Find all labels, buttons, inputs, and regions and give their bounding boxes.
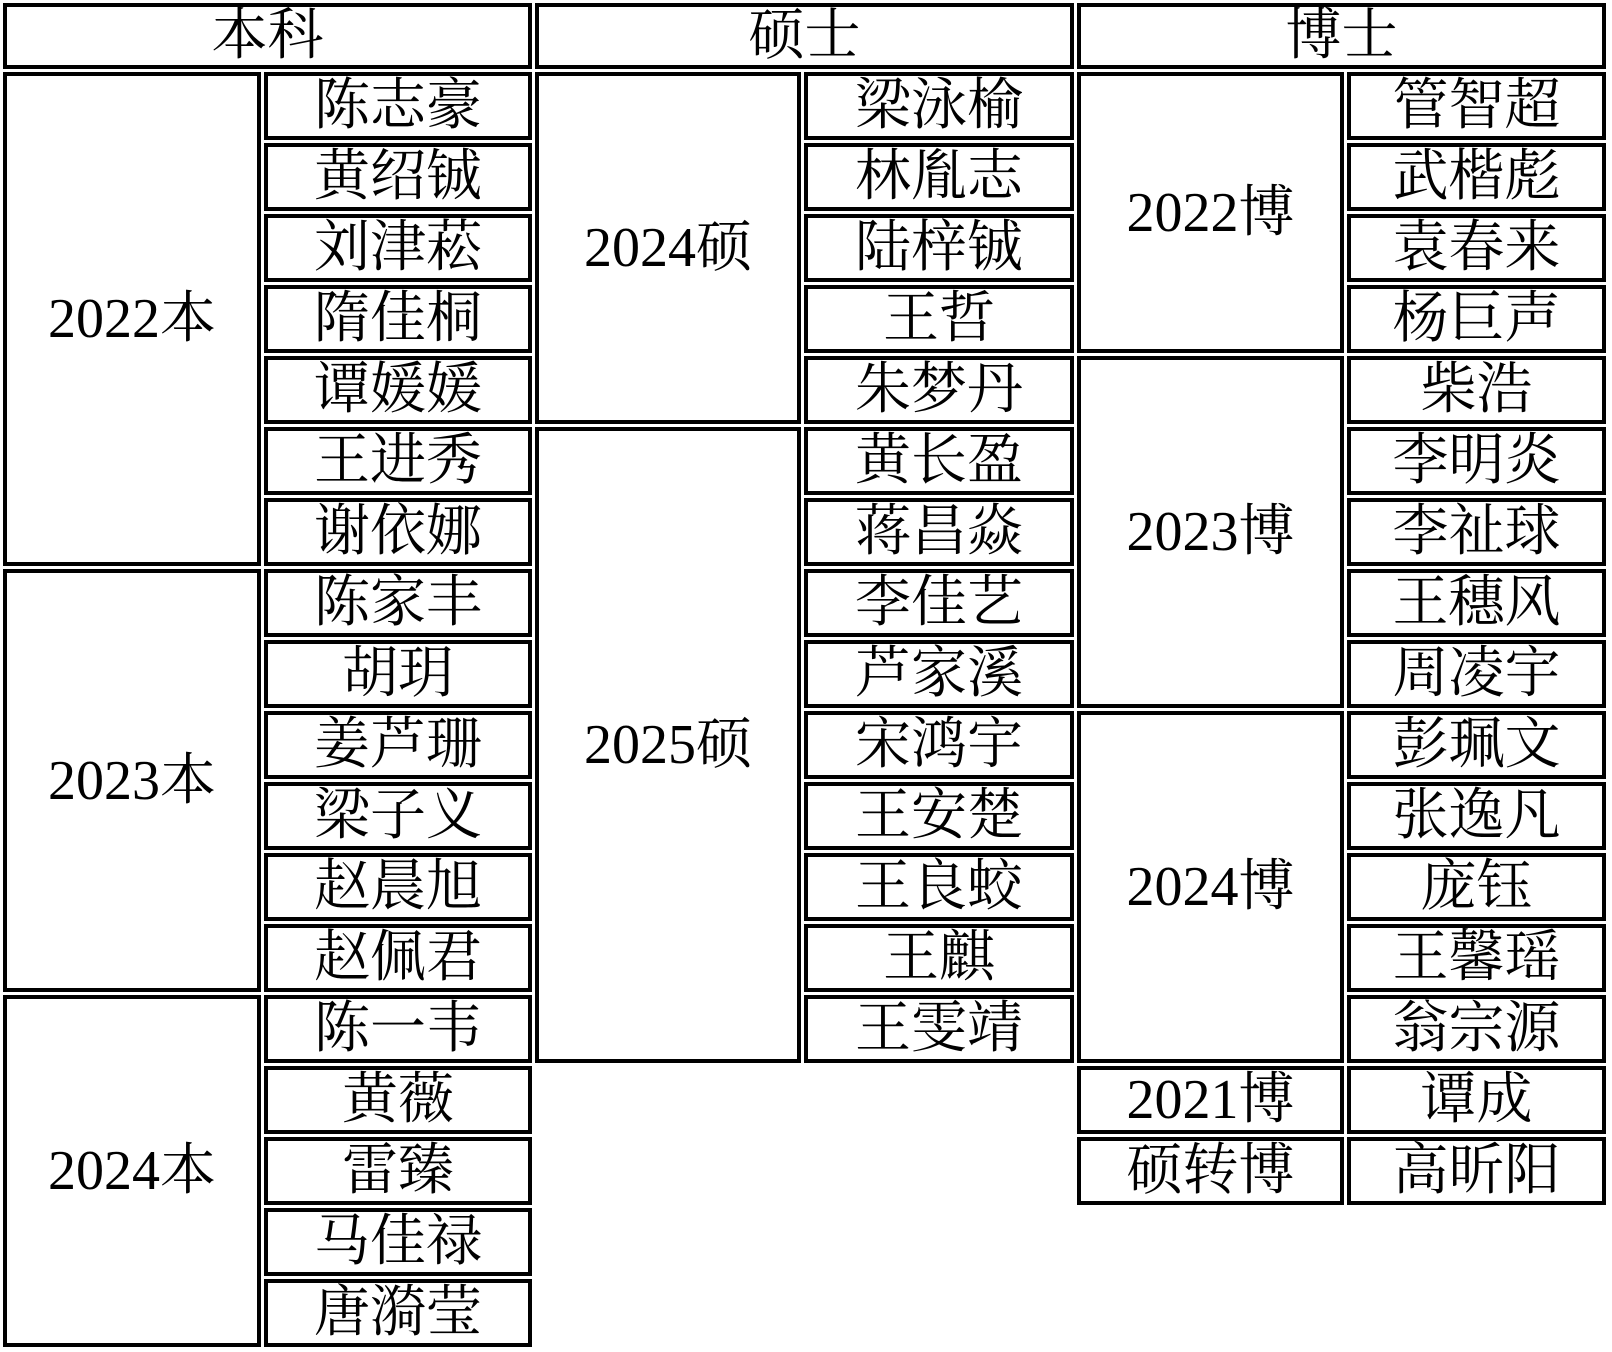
name-cell: 张逸凡 bbox=[1347, 782, 1606, 850]
name-cell: 芦家溪 bbox=[804, 640, 1074, 708]
name-cell: 王哲 bbox=[804, 285, 1074, 353]
name-cell: 王良蛟 bbox=[804, 853, 1074, 921]
header-master: 硕士 bbox=[535, 3, 1074, 69]
table-row bbox=[3, 569, 1606, 637]
name-cell: 黄薇 bbox=[264, 1066, 532, 1134]
name-cell: 王进秀 bbox=[264, 427, 532, 495]
name-cell: 王麒 bbox=[804, 924, 1074, 992]
name-cell: 王馨瑶 bbox=[1347, 924, 1606, 992]
name-cell: 柴浩 bbox=[1347, 356, 1606, 424]
name-cell: 李祉球 bbox=[1347, 498, 1606, 566]
name-cell: 陈家丰 bbox=[264, 569, 532, 637]
name-cell: 翁宗源 bbox=[1347, 995, 1606, 1063]
name-cell: 庞钰 bbox=[1347, 853, 1606, 921]
year-cell-2022phd: 2022博 bbox=[1077, 72, 1344, 353]
name-cell: 林胤志 bbox=[804, 143, 1074, 211]
name-cell: 王安楚 bbox=[804, 782, 1074, 850]
header-row bbox=[3, 3, 1606, 69]
name-cell: 高昕阳 bbox=[1347, 1137, 1606, 1205]
empty-region-master bbox=[535, 1066, 1074, 1347]
year-cell-2021phd: 2021博 bbox=[1077, 1066, 1344, 1134]
name-cell: 周凌宇 bbox=[1347, 640, 1606, 708]
name-cell: 陆梓铖 bbox=[804, 214, 1074, 282]
name-cell: 黄长盈 bbox=[804, 427, 1074, 495]
name-cell: 黄绍铖 bbox=[264, 143, 532, 211]
name-cell: 王穗风 bbox=[1347, 569, 1606, 637]
name-cell: 王雯靖 bbox=[804, 995, 1074, 1063]
year-cell-2022ug: 2022本 bbox=[3, 72, 261, 566]
name-cell: 管智超 bbox=[1347, 72, 1606, 140]
name-cell: 朱梦丹 bbox=[804, 356, 1074, 424]
name-cell: 谭媛媛 bbox=[264, 356, 532, 424]
name-cell: 谭成 bbox=[1347, 1066, 1606, 1134]
name-cell: 马佳禄 bbox=[264, 1208, 532, 1276]
empty-region-phd bbox=[1077, 1208, 1606, 1347]
name-cell: 李明炎 bbox=[1347, 427, 1606, 495]
year-cell-2023ug: 2023本 bbox=[3, 569, 261, 992]
table-row bbox=[3, 72, 1606, 140]
name-cell: 彭珮文 bbox=[1347, 711, 1606, 779]
name-cell: 赵晨旭 bbox=[264, 853, 532, 921]
name-cell: 武楷彪 bbox=[1347, 143, 1606, 211]
year-cell-2024ug: 2024本 bbox=[3, 995, 261, 1347]
name-cell: 隋佳桐 bbox=[264, 285, 532, 353]
name-cell: 陈一韦 bbox=[264, 995, 532, 1063]
name-cell: 姜芦珊 bbox=[264, 711, 532, 779]
name-cell: 蒋昌焱 bbox=[804, 498, 1074, 566]
table-row bbox=[3, 995, 1606, 1063]
name-cell: 雷臻 bbox=[264, 1137, 532, 1205]
year-cell-2025ms: 2025硕 bbox=[535, 427, 801, 1063]
name-cell: 宋鸿宇 bbox=[804, 711, 1074, 779]
name-cell: 唐漪莹 bbox=[264, 1279, 532, 1347]
name-cell: 李佳艺 bbox=[804, 569, 1074, 637]
name-cell: 刘津菘 bbox=[264, 214, 532, 282]
name-cell: 赵佩君 bbox=[264, 924, 532, 992]
header-undergrad: 本科 bbox=[3, 3, 532, 69]
year-cell-2024phd: 2024博 bbox=[1077, 711, 1344, 1063]
year-cell-2024ms: 2024硕 bbox=[535, 72, 801, 424]
name-cell: 杨巨声 bbox=[1347, 285, 1606, 353]
name-cell: 梁泳榆 bbox=[804, 72, 1074, 140]
header-phd: 博士 bbox=[1077, 3, 1606, 69]
name-cell: 袁春来 bbox=[1347, 214, 1606, 282]
name-cell: 谢依娜 bbox=[264, 498, 532, 566]
name-cell: 梁子义 bbox=[264, 782, 532, 850]
name-cell: 陈志豪 bbox=[264, 72, 532, 140]
year-cell-ms-to-phd: 硕转博 bbox=[1077, 1137, 1344, 1205]
year-cell-2023phd: 2023博 bbox=[1077, 356, 1344, 708]
name-cell: 胡玥 bbox=[264, 640, 532, 708]
